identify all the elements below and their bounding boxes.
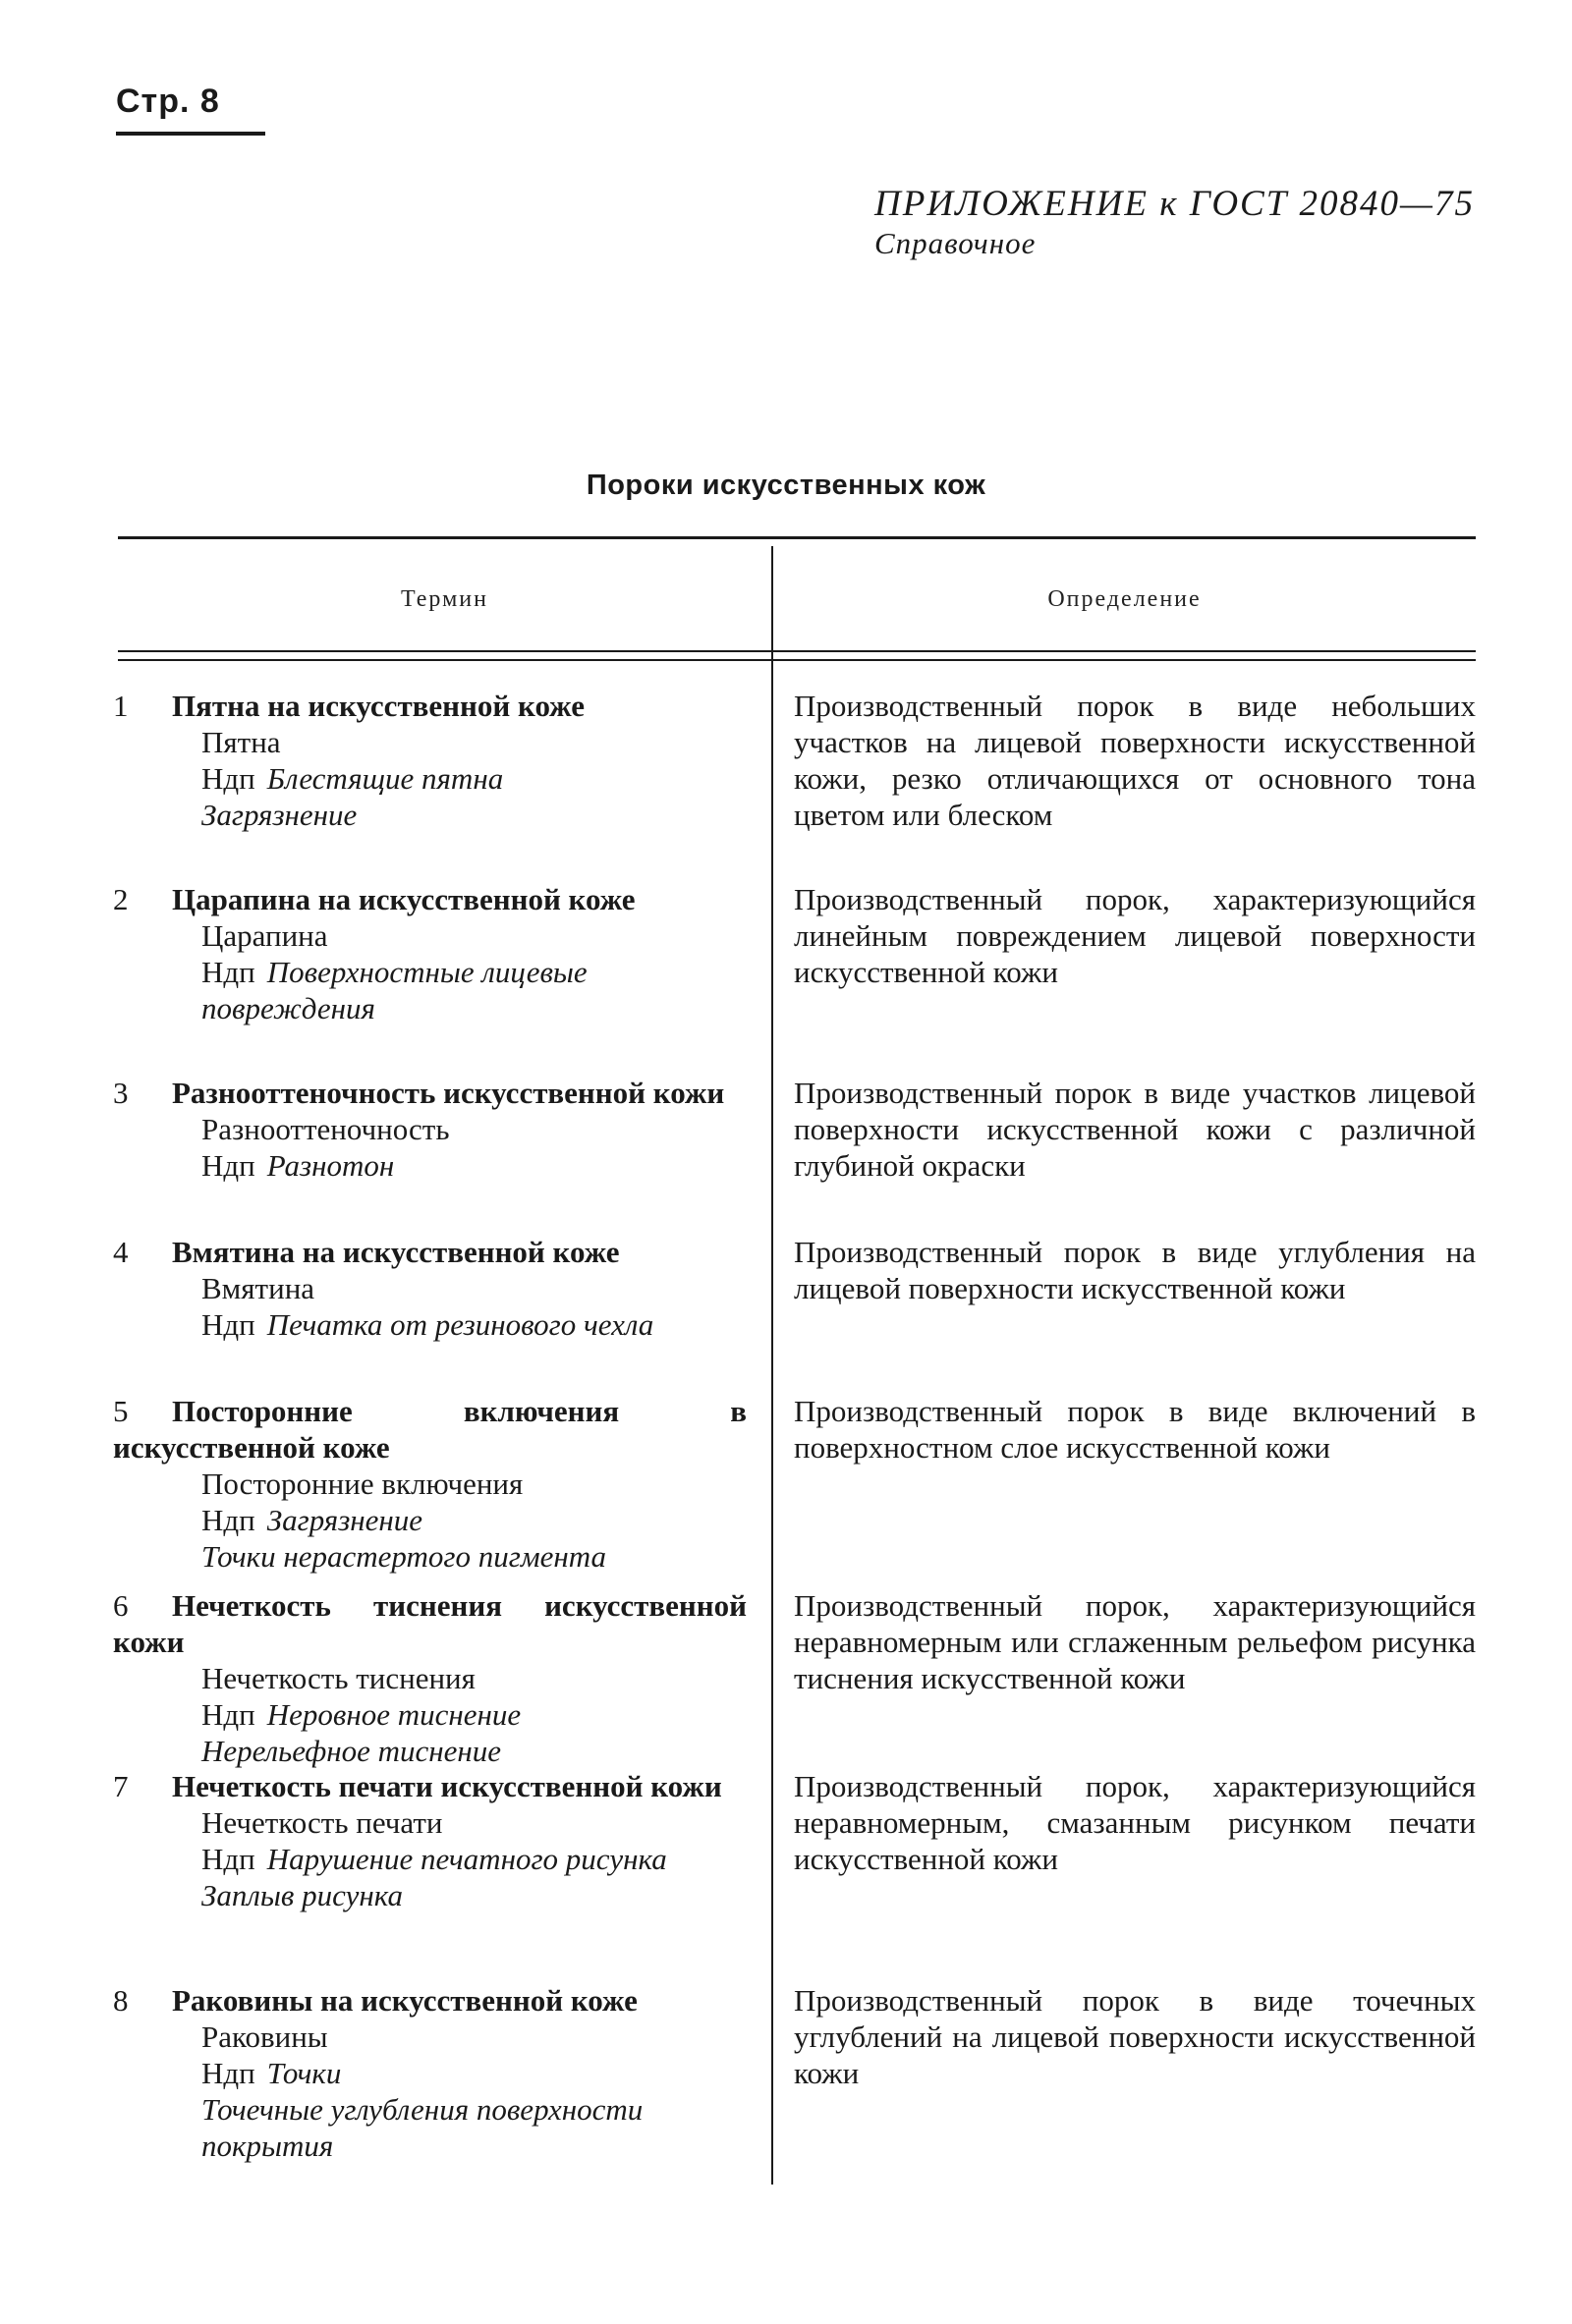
- definition-cell: Производственный порок в виде включений в поверхностном слое искусственной кожи: [794, 1394, 1476, 1465]
- page-number-underline: [116, 132, 265, 136]
- term-name: Нечеткость печати искусственной кожи: [172, 1769, 722, 1803]
- ndp-label: Ндп: [201, 761, 255, 796]
- short-term: Нечеткость печати: [201, 1805, 443, 1840]
- ndp-label: Ндп: [201, 1503, 255, 1537]
- table-title: Пороки искусственных кож: [586, 470, 986, 501]
- term-name: Вмятина на искусственной коже: [172, 1235, 620, 1269]
- term-name: Царапина на искусственной коже: [172, 882, 636, 916]
- term-name: Нечеткость тиснения искусственной кожи: [113, 1588, 747, 1659]
- definition-cell: Производственный порок, характеризующийся неравномерным, смазанным рисунком печати искусственной кожи: [794, 1769, 1476, 1876]
- appendix-heading: [874, 183, 1475, 261]
- ndp-term: Точечные углубления поверхности покрытия: [201, 2092, 644, 2163]
- entry-number: 1: [113, 689, 129, 723]
- ndp-term: Загрязнение: [201, 798, 358, 832]
- short-term: Нечеткость тиснения: [201, 1661, 476, 1695]
- term-cell: [113, 1075, 747, 1184]
- header-double-rule-1: [118, 650, 1476, 652]
- term-cell: [113, 688, 747, 833]
- ndp-label: Ндп: [201, 2056, 255, 2090]
- page-number: Стр. 8: [116, 83, 220, 120]
- ndp-label: Ндп: [201, 1148, 255, 1183]
- term-cell: [113, 881, 747, 1026]
- term-name: Пятна на искусственной коже: [172, 689, 586, 723]
- ndp-label: Ндп: [201, 1842, 255, 1876]
- definition-cell: Производственный порок в виде небольших участков на лицевой поверхности искусственной кожи, резко отличающихся от основного тона цветом или блеском: [794, 689, 1476, 832]
- short-term: Царапина: [201, 918, 328, 953]
- term-cell: [113, 1768, 747, 1913]
- ndp-term: Точки: [266, 2056, 342, 2090]
- header-double-rule-2: [118, 659, 1476, 661]
- appendix-title: ПРИЛОЖЕНИЕ к ГОСТ 20840—75: [874, 184, 1475, 224]
- column-divider: [771, 546, 773, 2185]
- ndp-term: Разнотон: [266, 1148, 395, 1183]
- ndp-label: Ндп: [201, 1307, 255, 1342]
- short-term: Вмятина: [201, 1271, 315, 1305]
- short-term: Раковины: [201, 2020, 328, 2054]
- entry-number: 2: [113, 882, 129, 916]
- ndp-label: Ндп: [201, 955, 255, 989]
- definition-cell: Производственный порок в виде точечных углублений на лицевой поверхности искусственной кожи: [794, 1983, 1476, 2090]
- entry-number: 3: [113, 1076, 129, 1110]
- entry-number: 5: [113, 1394, 129, 1428]
- ndp-term: Заплыв рисунка: [201, 1878, 403, 1912]
- term-name: Посторонние включения в искусственной коже: [113, 1394, 747, 1465]
- ndp-term: Поверхностные лицевые повреждения: [201, 955, 588, 1025]
- term-name: Разнооттеночность искусственной кожи: [172, 1076, 725, 1110]
- ndp-term: Печатка от резинового чехла: [266, 1307, 654, 1342]
- term-cell: [113, 1393, 747, 1575]
- definition-cell: Производственный порок, характеризующийся линейным повреждением лицевой поверхности искусственной кожи: [794, 882, 1476, 989]
- column-header-definition: Определение: [1047, 586, 1202, 612]
- term-cell: [113, 1587, 747, 1769]
- ndp-term: Загрязнение: [266, 1503, 423, 1537]
- definition-cell: Производственный порок в виде участков лицевой поверхности искусственной кожи с различной глубиной окраски: [794, 1076, 1476, 1183]
- ndp-term: Точки нерастертого пигмента: [201, 1539, 607, 1574]
- short-term: Посторонние включения: [201, 1466, 524, 1501]
- ndp-term: Нарушение печатного рисунка: [266, 1842, 667, 1876]
- appendix-subtitle: Справочное: [874, 226, 1037, 260]
- entry-number: 7: [113, 1769, 129, 1803]
- short-term: Разнооттеночность: [201, 1112, 450, 1146]
- definition-cell: Производственный порок, характеризующийся неравномерным или сглаженным рельефом рисунка тиснения искусственной кожи: [794, 1588, 1476, 1695]
- ndp-term: Неровное тиснение: [266, 1697, 522, 1732]
- term-cell: [113, 1234, 747, 1343]
- definition-cell: Производственный порок в виде углубления на лицевой поверхности искусственной кожи: [794, 1235, 1476, 1305]
- table-top-rule: [118, 536, 1476, 539]
- short-term: Пятна: [201, 725, 281, 759]
- ndp-label: Ндп: [201, 1697, 255, 1732]
- ndp-term: Блестящие пятна: [266, 761, 504, 796]
- entry-number: 4: [113, 1235, 129, 1269]
- column-header-term: Термин: [401, 586, 488, 612]
- term-name: Раковины на искусственной коже: [172, 1983, 638, 2018]
- ndp-term: Нерельефное тиснение: [201, 1734, 502, 1768]
- entry-number: 6: [113, 1588, 129, 1623]
- entry-number: 8: [113, 1983, 129, 2018]
- term-cell: [113, 1982, 747, 2164]
